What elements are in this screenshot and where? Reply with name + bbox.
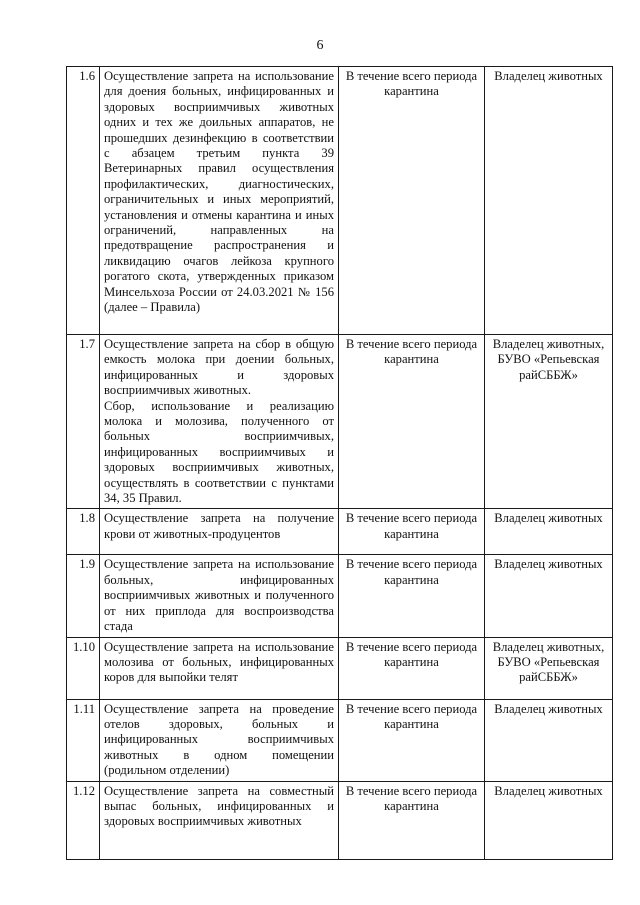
measure-description: [100, 555, 339, 637]
measures-table: [66, 66, 613, 860]
measure-term: В течение всего периода карантина: [339, 67, 485, 335]
responsible-party: Владелец животных: [485, 67, 613, 335]
responsible-party: Владелец животных, БУВО «Репьевская райСББЖ»: [485, 637, 613, 699]
table-row: [67, 509, 613, 555]
table-row: [67, 781, 613, 859]
responsible-party: Владелец животных, БУВО «Репьевская райСББЖ»: [485, 335, 613, 509]
measure-term: В течение всего периода карантина: [339, 781, 485, 859]
responsible-party: Владелец животных: [485, 699, 613, 781]
description-paragraph: Сбор, использование и реализацию молока и молозива, полученного от больных восприимчивых, инфицированных восприимчивых и здоровых восприимчивых животных, осуществлять в соответствии с пунктами 34, 35 Правил.: [104, 398, 334, 506]
row-number: 1.12: [67, 781, 100, 859]
row-number: 1.7: [67, 335, 100, 509]
table-row: [67, 699, 613, 781]
measure-description: [100, 67, 339, 335]
description-paragraph: Осуществление запрета на проведение отелов здоровых, больных и инфицированных восприимчивых животных в одном помещении (родильном отделении): [104, 701, 334, 778]
table-row: [67, 67, 613, 335]
row-number: 1.10: [67, 637, 100, 699]
measure-term: В течение всего периода карантина: [339, 555, 485, 637]
measure-description: [100, 509, 339, 555]
measure-description: [100, 637, 339, 699]
description-paragraph: Осуществление запрета на использование молозива от больных, инфицированных коров для выпойки телят: [104, 639, 334, 685]
measure-description: [100, 781, 339, 859]
measure-term: В течение всего периода карантина: [339, 335, 485, 509]
row-number: 1.11: [67, 699, 100, 781]
responsible-party: Владелец животных: [485, 509, 613, 555]
table-row: [67, 637, 613, 699]
measure-description: [100, 699, 339, 781]
table-row: [67, 335, 613, 509]
row-number: 1.6: [67, 67, 100, 335]
description-paragraph: Осуществление запрета на совместный выпас больных, инфицированных и здоровых восприимчивых животных: [104, 783, 334, 829]
description-paragraph: Осуществление запрета на сбор в общую емкость молока при доении больных, инфицированных и здоровых восприимчивых животных.: [104, 337, 334, 398]
description-paragraph: Осуществление запрета на использование для доения больных, инфицированных и здоровых восприимчивых животных одних и тех же доильных аппаратов, не прошедших дезинфекцию в соответствии с абзацем третьим пункта 39 Ветеринарных правил осуществления профилактических, диагностических, ограничительных и иных мероприятий, установления и отмены карантина и иных ограничений, направленных на предотвращение распространения и ликвидацию очагов лейкоза крупного рогатого скота, утвержденных приказом Минсельхоза России от 24.03.2021 № 156 (далее – Правила): [104, 69, 334, 315]
table-row: [67, 555, 613, 637]
description-paragraph: Осуществление запрета на получение крови от животных-продуцентов: [104, 511, 334, 541]
measure-term: В течение всего периода карантина: [339, 637, 485, 699]
page-number: 6: [316, 38, 324, 53]
measure-term: В течение всего периода карантина: [339, 699, 485, 781]
responsible-party: Владелец животных: [485, 555, 613, 637]
row-number: 1.8: [67, 509, 100, 555]
responsible-party: Владелец животных: [485, 781, 613, 859]
description-paragraph: Осуществление запрета на использование больных, инфицированных восприимчивых животных и полученного от них приплода для воспроизводства стада: [104, 557, 334, 634]
measure-term: В течение всего периода карантина: [339, 509, 485, 555]
measure-description: [100, 335, 339, 509]
row-number: 1.9: [67, 555, 100, 637]
